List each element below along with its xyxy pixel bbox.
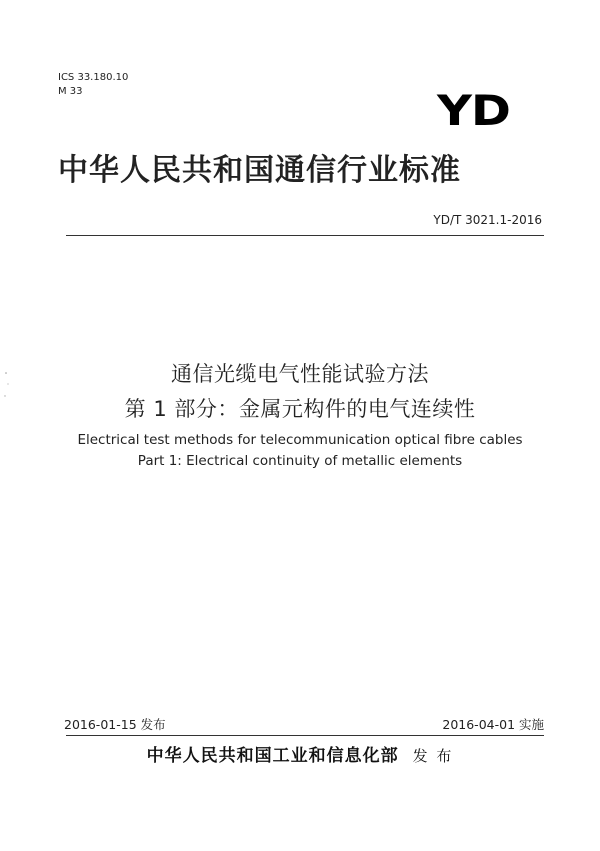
document-title-cn-line2: 第 1 部分：金属元构件的电气连续性	[124, 397, 476, 421]
issue-date: 2016-01-15 发布	[64, 717, 166, 732]
yd-logo: YD	[437, 86, 510, 135]
document-title-cn-line1: 通信光缆电气性能试验方法	[171, 362, 429, 386]
issuer-line	[0, 741, 600, 766]
standard-category-title: 中华人民共和国通信行业标准	[58, 153, 461, 188]
document-title-en-line2: Part 1: Electrical continuity of metallic elements	[137, 453, 463, 469]
publish-label: 发 布	[412, 747, 454, 765]
issuer-name: 中华人民共和国工业和信息化部	[146, 746, 399, 766]
scan-edge-marks	[2, 370, 12, 400]
ics-code: ICS 33.180.10	[58, 72, 129, 83]
ccs-code: M 33	[58, 86, 83, 97]
implement-date: 2016-04-01 实施	[442, 717, 544, 732]
document-title-en-line1: Electrical test methods for telecommunication optical fibre cables	[77, 432, 523, 448]
standard-number: YD/T 3021.1-2016	[433, 213, 542, 227]
footer-divider	[66, 735, 544, 736]
header-divider	[66, 235, 544, 236]
